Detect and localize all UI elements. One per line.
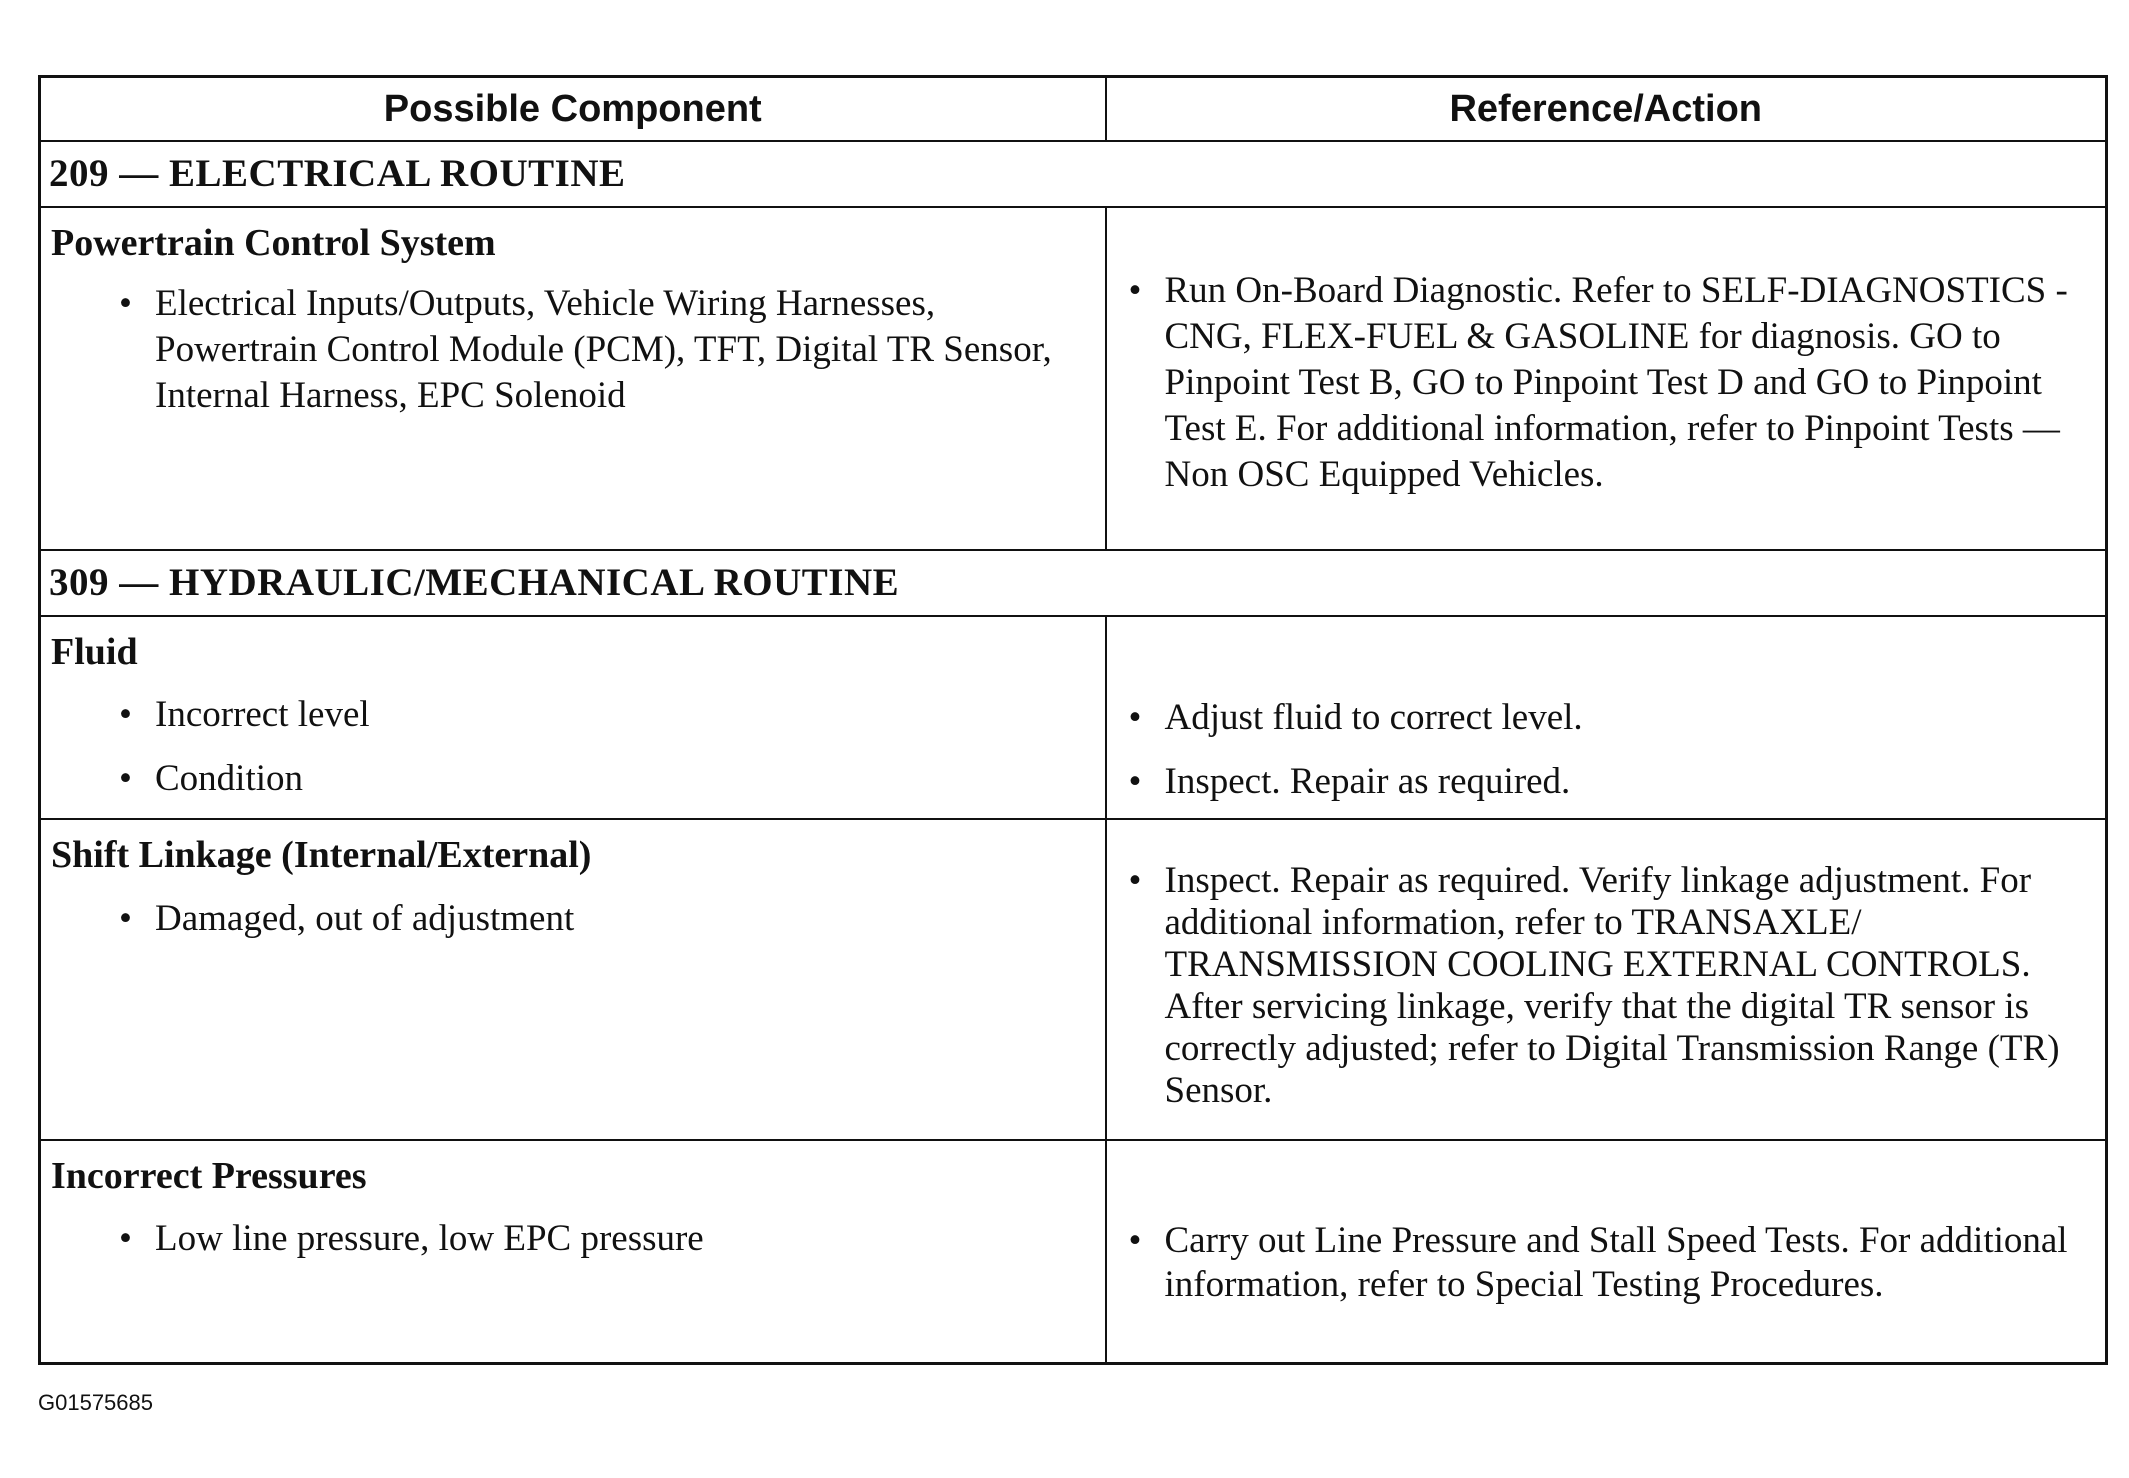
action-list <box>1107 268 2106 498</box>
bullet-icon: • <box>1128 1219 1142 1261</box>
component-cell <box>40 616 1106 819</box>
component-heading: Incorrect Pressures <box>51 1154 367 1197</box>
component-item <box>41 756 1105 802</box>
component-list <box>41 281 1105 419</box>
section-title-electrical-routine: 209 — ELECTRICAL ROUTINE <box>40 141 2107 207</box>
component-text: Incorrect level <box>155 694 370 736</box>
component-item <box>41 896 1105 942</box>
component-item <box>41 281 1105 419</box>
bullet-icon: • <box>1128 696 1142 738</box>
action-text: Run On-Board Diagnostic. Refer to SELF-DIAGNOSTICS - CNG, FLEX-FUEL & GASOLINE for diagnosis. GO to Pinpoint Test B, GO to Pinpoint Test D and GO to Pinpoint Test E. For additional information, refer to Pinpoint Tests — Non OSC Equipped Vehicles. <box>1164 269 2068 495</box>
diagnosis-table <box>38 75 2108 1365</box>
group-row-incorrect-pressures <box>40 1140 2107 1364</box>
component-text: Low line pressure, low EPC pressure <box>155 1218 704 1260</box>
component-list <box>41 896 1105 942</box>
figure-code: G01575685 <box>38 1390 153 1415</box>
component-list <box>41 1216 1105 1262</box>
header-row <box>40 77 2107 142</box>
component-cell <box>40 1140 1106 1364</box>
section-title-hydraulic-mechanical-routine: 309 — HYDRAULIC/MECHANICAL ROUTINE <box>40 550 2107 616</box>
bullet-icon: • <box>119 1218 132 1260</box>
action-cell <box>1106 1140 2107 1364</box>
action-cell <box>1106 616 2107 819</box>
action-list <box>1107 860 2106 1112</box>
component-item <box>41 1216 1105 1262</box>
component-heading: Shift Linkage (Internal/External) <box>51 833 592 876</box>
bullet-icon: • <box>1128 859 1142 901</box>
group-row-fluid <box>40 616 2107 819</box>
component-text: Electrical Inputs/Outputs, Vehicle Wiring Harnesses, Powertrain Control Module (PCM), TFT, Digital TR Sensor, Internal Harness, EPC Solenoid <box>155 283 1052 417</box>
action-list <box>1107 1219 2106 1307</box>
bullet-icon: • <box>119 694 132 736</box>
component-list <box>41 692 1105 802</box>
action-text: Inspect. Repair as required. Verify linkage adjustment. For additional information, refer to TRANSAXLE/ TRANSMISSION COOLING EXTERNAL CONTROLS. After servicing linkage, verify that the digital TR sensor is correctly adjusted; refer to Digital Transmission Range (TR) Sensor. <box>1164 859 2060 1111</box>
action-item <box>1107 759 2106 805</box>
action-text: Carry out Line Pressure and Stall Speed Tests. For additional information, refer to Special Testing Procedures. <box>1164 1219 2068 1305</box>
action-item <box>1107 695 2106 741</box>
action-item <box>1107 1219 2106 1307</box>
action-item <box>1107 268 2106 498</box>
component-heading: Fluid <box>51 630 138 673</box>
component-item <box>41 692 1105 738</box>
section-row-209 <box>40 141 2107 207</box>
component-text: Condition <box>155 758 304 800</box>
bullet-icon: • <box>119 897 132 939</box>
group-row-shift-linkage <box>40 819 2107 1140</box>
action-cell <box>1106 819 2107 1140</box>
component-heading: Powertrain Control System <box>51 221 496 264</box>
header-possible-component: Possible Component <box>40 77 1106 142</box>
bullet-icon: • <box>119 758 132 800</box>
component-text: Damaged, out of adjustment <box>155 897 575 939</box>
header-reference-action: Reference/Action <box>1106 77 2107 142</box>
action-text: Adjust fluid to correct level. <box>1164 696 1583 738</box>
bullet-icon: • <box>119 283 132 325</box>
bullet-icon: • <box>1128 269 1142 311</box>
action-list <box>1107 695 2106 805</box>
bullet-icon: • <box>1128 760 1142 802</box>
action-item <box>1107 860 2106 1112</box>
component-cell <box>40 819 1106 1140</box>
section-row-309 <box>40 550 2107 616</box>
action-text: Inspect. Repair as required. <box>1164 760 1571 802</box>
action-cell <box>1106 207 2107 550</box>
group-row-powertrain-control-system <box>40 207 2107 550</box>
component-cell <box>40 207 1106 550</box>
